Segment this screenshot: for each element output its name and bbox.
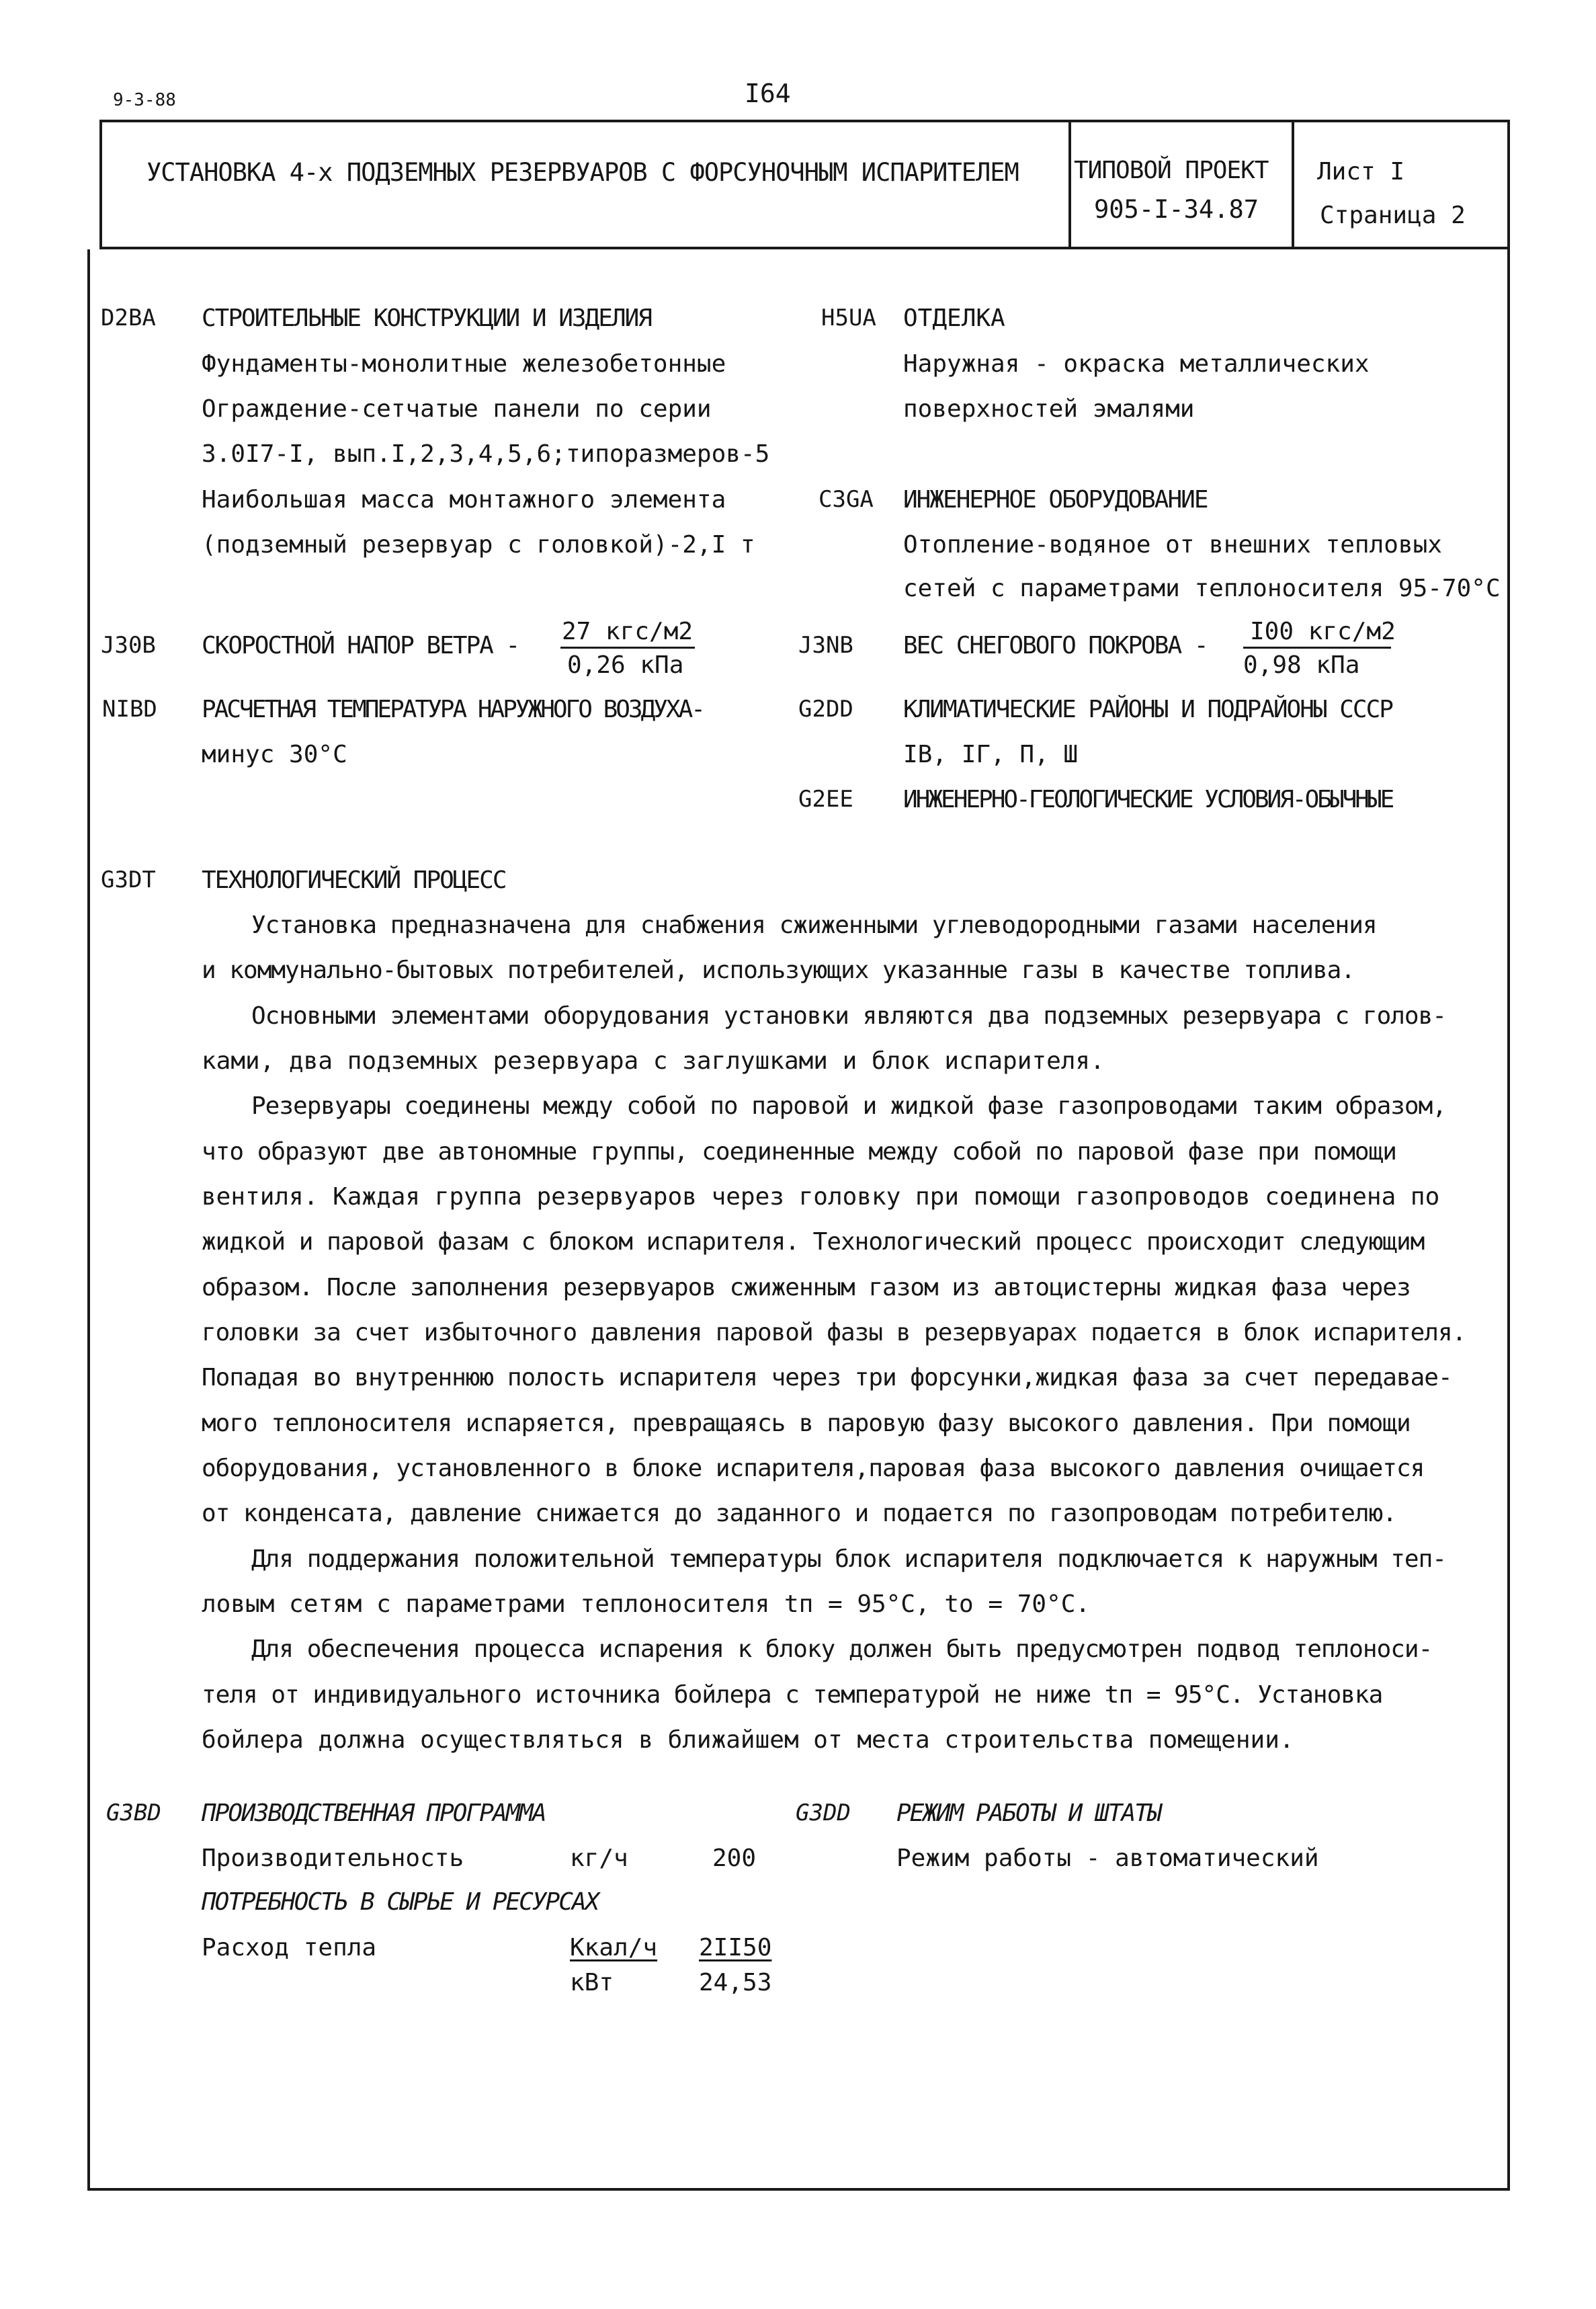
finishing-line-2: поверхностей эмалями bbox=[903, 395, 1195, 423]
section-code-j30b: J30B bbox=[101, 632, 156, 659]
process-line-5: Резервуары соединены между собой по паровой и жидкой фазе газопроводами таким образом, bbox=[251, 1092, 1446, 1120]
operating-mode-text: Режим работы - автоматический bbox=[896, 1845, 1319, 1872]
wind-pressure-fraction-line bbox=[560, 647, 695, 649]
climatic-regions-line-1: КЛИМАТИЧЕСКИЕ РАЙОНЫ И ПОДРАЙОНЫ СССР bbox=[903, 696, 1392, 723]
structures-line-1: Фундаменты-монолитные железобетонные bbox=[202, 350, 726, 378]
structures-line-5: (подземный резервуар с головкой)-2,I т bbox=[202, 531, 755, 559]
process-line-17: Для обеспечения процесса испарения к блоку должен быть предусмотрен подвод теплоноси- bbox=[251, 1635, 1433, 1663]
engineering-line-2: сетей с параметрами теплоносителя 95-70°C bbox=[903, 575, 1501, 602]
process-line-9: образом. После заполнения резервуаров сжиженным газом из автоцистерны жидкая фаза через bbox=[202, 1274, 1411, 1301]
process-line-19: бойлера должна осуществляться в ближайшем от места строительства помещении. bbox=[202, 1726, 1294, 1754]
process-line-10: головки за счет избыточного давления паровой фазы в резервуарах подается в блок испарителя. bbox=[202, 1319, 1466, 1346]
engineering-line-1: Отопление-водяное от внешних тепловых bbox=[903, 531, 1442, 559]
wind-pressure-denominator: 0,26 кПа bbox=[567, 651, 684, 679]
frame-left bbox=[87, 249, 90, 2191]
sheet-label: Лист I bbox=[1317, 158, 1405, 186]
heat-unit-kw: кВт bbox=[570, 1969, 614, 1996]
section-title-engineering-equipment: ИНЖЕНЕРНОЕ ОБОРУДОВАНИЕ bbox=[903, 486, 1208, 514]
title-divider-2 bbox=[1292, 120, 1294, 249]
process-line-12: мого теплоносителя испаряется, превращаясь в паровую фазу высокого давления. При помощи bbox=[202, 1410, 1411, 1437]
productivity-label: Производительность bbox=[202, 1845, 464, 1872]
project-label: ТИПОВОЙ ПРОЕКТ bbox=[1074, 157, 1269, 184]
process-line-2: и коммунально-бытовых потребителей, использующих указанные газы в качестве топлива. bbox=[202, 957, 1355, 984]
structures-line-2: Ограждение-сетчатые панели по серии bbox=[202, 395, 712, 423]
process-line-16: ловым сетям с параметрами теплоносителя tп = 95°C, tо = 70°C. bbox=[202, 1590, 1091, 1618]
section-title-finishing: ОТДЕЛКА bbox=[903, 305, 1005, 332]
wind-pressure-numerator: 27 кгс/м2 bbox=[562, 618, 694, 645]
section-code-j3nb: J3NB bbox=[798, 632, 853, 659]
frame-bottom bbox=[87, 2188, 1510, 2191]
section-title-production-program: ПРОИЗВОДСТВЕННАЯ ПРОГРАММА bbox=[202, 1799, 546, 1827]
title-divider-1 bbox=[1068, 120, 1071, 249]
page-label: Страница 2 bbox=[1320, 202, 1466, 229]
outdoor-temperature-line-1: РАСЧЕТНАЯ ТЕМПЕРАТУРА НАРУЖНОГО ВОЗДУХА- bbox=[202, 696, 704, 723]
process-line-7: вентиля. Каждая группа резервуаров через головку при помощи газопроводов соединена по bbox=[202, 1183, 1440, 1211]
process-line-1: Установка предназначена для снабжения сжиженными углеводородными газами населения bbox=[251, 912, 1377, 939]
section-code-c3ga: C3GA bbox=[818, 486, 874, 513]
resources-title: ПОТРЕБНОСТЬ В СЫРЬЕ И РЕСУРСАХ bbox=[202, 1888, 599, 1916]
heat-value-kw: 24,53 bbox=[699, 1969, 772, 1996]
process-line-14: от конденсата, давление снижается до заданного и подается по газопроводам потребителю. bbox=[202, 1500, 1396, 1527]
snow-load-label: ВЕС СНЕГОВОГО ПОКРОВА - bbox=[903, 632, 1208, 659]
heat-value-kcal: 2II50 bbox=[699, 1934, 772, 1961]
section-code-h5ua: H5UA bbox=[821, 305, 876, 331]
page-number: I64 bbox=[745, 79, 791, 108]
structures-line-4: Наибольшая масса монтажного элемента bbox=[202, 486, 726, 514]
section-code-d2ba: D2BA bbox=[101, 305, 156, 331]
heat-unit-kcal: Ккал/ч bbox=[570, 1934, 658, 1961]
snow-load-numerator: I00 кгс/м2 bbox=[1250, 618, 1396, 645]
productivity-value: 200 bbox=[712, 1845, 757, 1872]
outdoor-temperature-line-2: минус 30°С bbox=[202, 741, 347, 768]
section-title-structures: СТРОИТЕЛЬНЫЕ КОНСТРУКЦИИ И ИЗДЕЛИЯ bbox=[202, 305, 651, 332]
section-code-g2dd: G2DD bbox=[798, 696, 853, 723]
process-line-13: оборудования, установленного в блоке испарителя,паровая фаза высокого давления очищается bbox=[202, 1455, 1425, 1482]
document-title: УСТАНОВКА 4-х ПОДЗЕМНЫХ РЕЗЕРВУАРОВ С ФОРСУНОЧНЫМ ИСПАРИТЕЛЕМ bbox=[146, 158, 1019, 187]
process-line-8: жидкой и паровой фазам с блоком испарителя. Технологический процесс происходит следующим bbox=[202, 1228, 1425, 1256]
section-code-g3dd: G3DD bbox=[796, 1799, 851, 1826]
section-code-g3dt: G3DT bbox=[101, 866, 156, 893]
process-line-3: Основными элементами оборудования установки являются два подземных резервуара с голов- bbox=[251, 1002, 1446, 1030]
section-title-process: ТЕХНОЛОГИЧЕСКИЙ ПРОЦЕСС bbox=[202, 866, 506, 894]
wind-pressure-label: СКОРОСТНОЙ НАПОР ВЕТРА - bbox=[202, 632, 519, 659]
snow-load-fraction-line bbox=[1243, 647, 1391, 649]
section-code-nibd: NIBD bbox=[102, 696, 157, 723]
structures-line-3: 3.0I7-I, вып.I,2,3,4,5,6;типоразмеров-5 bbox=[202, 440, 770, 468]
section-title-operating-mode: РЕЖИМ РАБОТЫ И ШТАТЫ bbox=[896, 1799, 1161, 1827]
process-line-4: ками, два подземных резервуара с заглушками и блок испарителя. bbox=[202, 1047, 1105, 1075]
process-line-15: Для поддержания положительной температуры блок испарителя подключается к наружным теп- bbox=[251, 1545, 1446, 1573]
section-code-g2ee: G2EE bbox=[798, 786, 853, 813]
productivity-unit: кг/ч bbox=[570, 1845, 628, 1872]
climatic-regions-line-2: IВ, IГ, П, Ш bbox=[903, 741, 1079, 768]
snow-load-denominator: 0,98 кПа bbox=[1243, 651, 1360, 679]
process-line-11: Попадая во внутреннюю полость испарителя через три форсунки,жидкая фаза за счет передавае- bbox=[202, 1364, 1452, 1391]
process-line-18: теля от индивидуального источника бойлера с температурой не ниже tп = 95°C. Установка bbox=[202, 1681, 1383, 1709]
project-number: 905-I-34.87 bbox=[1094, 195, 1259, 224]
heat-consumption-label: Расход тепла bbox=[202, 1934, 377, 1961]
document-code: 9-3-88 bbox=[113, 90, 176, 110]
geological-conditions: ИНЖЕНЕРНО-ГЕОЛОГИЧЕСКИЕ УСЛОВИЯ-ОБЫЧНЫЕ bbox=[903, 786, 1393, 813]
finishing-line-1: Наружная - окраска металлических bbox=[903, 350, 1370, 378]
frame-right bbox=[1507, 249, 1510, 2191]
process-line-6: что образуют две автономные группы, соединенные между собой по паровой фазе при помощи bbox=[202, 1138, 1396, 1166]
section-code-g3bd: G3BD bbox=[106, 1799, 161, 1826]
